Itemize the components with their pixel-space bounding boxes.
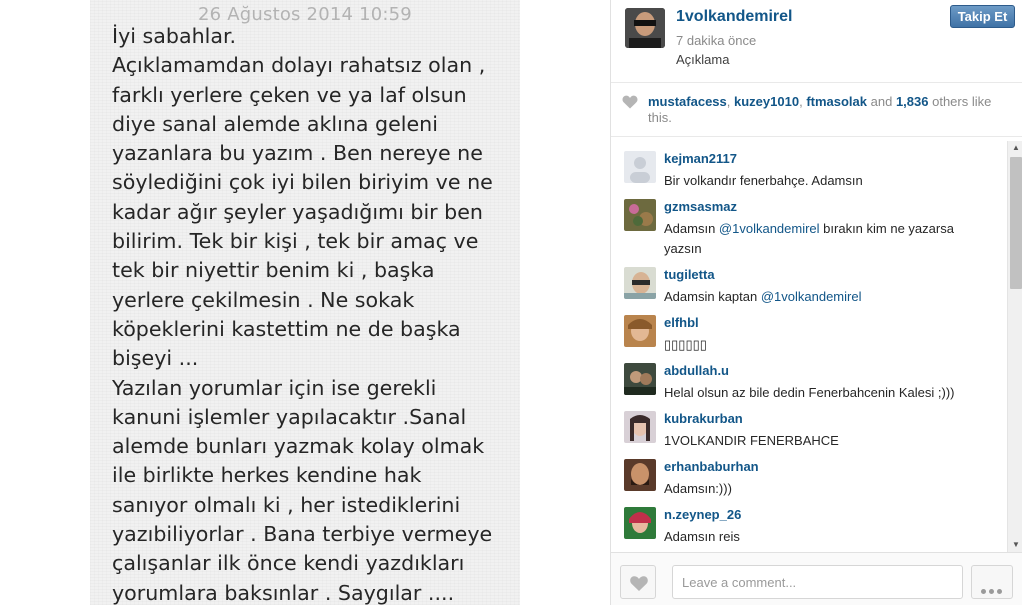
mention-link[interactable]: @1volkandemirel: [718, 221, 820, 236]
note-line: alemde bunları yazmak kolay olmak: [112, 434, 485, 459]
comments-scrollbar[interactable]: [1007, 141, 1022, 552]
note-line: yerlere çekilmesin . Ne sokak: [112, 287, 415, 312]
comment-text-part: bırakın kim ne yazarsa yazsın: [664, 221, 954, 256]
avatar[interactable]: [624, 151, 656, 183]
note-line: ile birlikte herkes kendine hak: [112, 463, 422, 488]
arrow-up-icon[interactable]: ▲: [1012, 143, 1020, 152]
comment-text: Adamsın:))): [664, 481, 732, 496]
liker-link[interactable]: mustafacess: [648, 94, 727, 109]
note-line: bilirim. Tek bir kişi , tek bir amaç ve: [112, 229, 479, 254]
note-line: çalışanlar ilk önce kendi yazdıkları: [112, 551, 465, 576]
mention-link[interactable]: @1volkandemirel: [760, 289, 862, 304]
comment: [611, 257, 1006, 305]
comment: [611, 449, 1006, 497]
comment: [611, 305, 1006, 353]
note-date: 26 Ağustos 2014 10:59: [198, 4, 412, 25]
arrow-down-icon[interactable]: ▼: [1012, 540, 1020, 549]
comment-username[interactable]: gzmsasmaz: [664, 199, 737, 214]
scrollbar-thumb[interactable]: [1010, 157, 1022, 289]
note-line: sanıyor olmalı ki , her istediklerini: [112, 492, 461, 517]
avatar[interactable]: [624, 507, 656, 539]
likes-separator: ,: [726, 94, 735, 109]
divider: [611, 136, 1022, 137]
avatar[interactable]: [624, 199, 656, 231]
note-line: söylediğini çok iyi bilen biriyim ve ne: [112, 170, 493, 195]
likes-and: and: [867, 94, 896, 109]
comment-text: ▯▯▯▯▯▯: [664, 337, 707, 352]
comment-text-part: Adamsın: [664, 221, 719, 236]
comment-list: [611, 141, 1022, 552]
more-dots-icon: [981, 581, 1005, 599]
heart-icon: [622, 95, 638, 109]
note-line: diye sanal alemde aklına geleni: [112, 111, 438, 136]
comment: [611, 497, 1006, 552]
comment: [611, 401, 1006, 449]
heart-icon: [621, 566, 657, 600]
note-line: farklı yerlere çeken ve ya laf olsun: [112, 82, 467, 107]
likes-summary: [611, 83, 1022, 135]
avatar[interactable]: [625, 8, 665, 48]
likes-count[interactable]: 1,836: [895, 94, 929, 109]
liker-link[interactable]: ftmasolak: [806, 94, 868, 109]
comment-username[interactable]: kubrakurban: [664, 411, 743, 426]
comment-text: Bir volkandır fenerbahçe. Adamsın: [664, 173, 863, 188]
post-username[interactable]: 1volkandemirel: [676, 8, 793, 25]
comment-username[interactable]: abdullah.u: [664, 363, 729, 378]
comment-text: [664, 219, 989, 259]
note-line: kanuni işlemler yapılacaktır .Sanal: [112, 404, 467, 429]
more-options-button[interactable]: [971, 565, 1013, 599]
avatar[interactable]: [624, 267, 656, 299]
note-text: [112, 22, 512, 605]
post-header: [611, 0, 1022, 83]
post-timestamp: 7 dakika önce: [676, 33, 757, 48]
liker-link[interactable]: kuzey1010: [734, 94, 800, 109]
note-line: köpeklerini kastettim ne de başka: [112, 316, 461, 341]
follow-button[interactable]: Takip Et: [950, 5, 1015, 28]
likes-separator: ,: [799, 94, 807, 109]
avatar[interactable]: [624, 411, 656, 443]
comment: [611, 353, 1006, 401]
note-screenshot: [90, 0, 520, 605]
note-line: Yazılan yorumlar için ise gerekli: [112, 375, 437, 400]
comment-text-part: Adamsin kaptan: [664, 289, 761, 304]
avatar[interactable]: [624, 459, 656, 491]
comment-text: 1VOLKANDIR FENERBAHCE: [664, 433, 839, 448]
comment-username[interactable]: n.zeynep_26: [664, 507, 742, 522]
comment: [611, 141, 1006, 189]
comment-input[interactable]: [672, 565, 963, 599]
note-line: İyi sabahlar.: [112, 24, 237, 48]
note-line: bişeyi ...: [112, 346, 199, 371]
like-button[interactable]: [620, 565, 656, 599]
comment-username[interactable]: kejman2117: [664, 151, 738, 166]
note-line: kadar ağır şeyler yaşadığımı bir ben: [112, 199, 483, 224]
post-side-panel: [610, 0, 1022, 605]
note-line: yazanlara bu yazım . Ben nereye ne: [112, 141, 483, 166]
likes-text: [648, 94, 1018, 126]
post-caption: Açıklama: [676, 52, 730, 67]
comment-text: Helal olsun az bile dedin Fenerbahcenin Kalesi ;))): [664, 385, 955, 400]
comment-username[interactable]: erhanbaburhan: [664, 459, 759, 474]
note-line: Açıklamamdan dolayı rahatsız olan ,: [112, 53, 486, 78]
avatar[interactable]: [624, 315, 656, 347]
comment-username[interactable]: elfhbl: [664, 315, 699, 330]
comment-text: [664, 287, 989, 307]
comment-text: Adamsın reis: [664, 529, 740, 544]
note-line: yazıbiliyorlar . Bana terbiye vermeye: [112, 522, 493, 547]
comment: [611, 189, 1006, 257]
avatar[interactable]: [624, 363, 656, 395]
likes-others: others like this.: [648, 94, 992, 125]
comment-username[interactable]: tugiletta: [664, 267, 715, 282]
comment-footer: [611, 552, 1022, 605]
note-line: tek bir niyettir benim ki , başka: [112, 258, 435, 283]
note-line: yorumlara baksınlar . Saygılar ....: [112, 580, 455, 605]
